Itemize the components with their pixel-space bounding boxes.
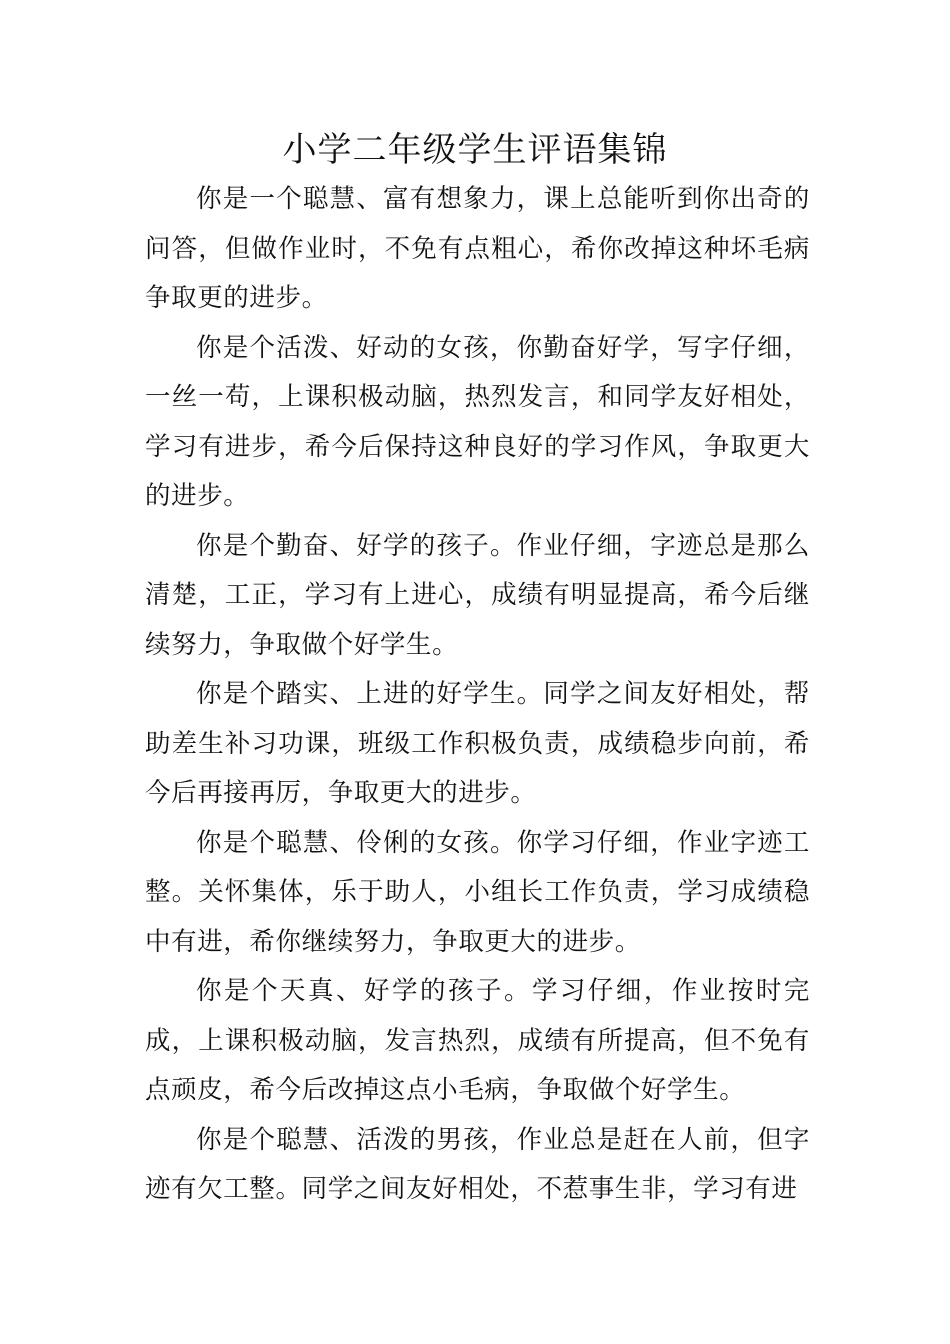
comment-paragraph-7: 你是个聪慧、活泼的男孩，作业总是赶在人前，但字迹有欠工整。同学之间友好相处，不惹事生非，学习有进 xyxy=(145,1124,810,1204)
comment-paragraph-3: 你是个勤奋、好学的孩子。作业仔细，字迹总是那么清楚，工正，学习有上进心，成绩有明显提高，希今后继续努力，争取做个好学生。 xyxy=(145,530,810,660)
comment-paragraph-2: 你是个活泼、好动的女孩，你勤奋好学，写字仔细，一丝一苟，上课积极动脑，热烈发言，和同学友好相处，学习有进步，希今后保持这种良好的学习作风，争取更大的进步。 xyxy=(145,332,810,511)
document-body xyxy=(145,175,810,1215)
comment-paragraph-4: 你是个踏实、上进的好学生。同学之间友好相处，帮助差生补习功课，班级工作积极负责，成绩稳步向前，希今后再接再厉，争取更大的进步。 xyxy=(145,679,810,808)
comment-paragraph-6: 你是个天真、好学的孩子。学习仔细，作业按时完成，上课积极动脑，发言热烈，成绩有所提高，但不免有点顽皮，希今后改掉这点小毛病，争取做个好学生。 xyxy=(145,976,810,1105)
document-title: 小学二年级学生评语集锦 xyxy=(282,130,668,170)
comment-paragraph-5: 你是个聪慧、伶俐的女孩。你学习仔细，作业字迹工整。关怀集体，乐于助人，小组长工作负责，学习成绩稳中有进，希你继续努力，争取更大的进步。 xyxy=(145,827,810,957)
comment-paragraph-1: 你是一个聪慧、富有想象力，课上总能听到你出奇的问答，但做作业时，不免有点粗心，希你改掉这种坏毛病争取更的进步。 xyxy=(145,184,810,313)
